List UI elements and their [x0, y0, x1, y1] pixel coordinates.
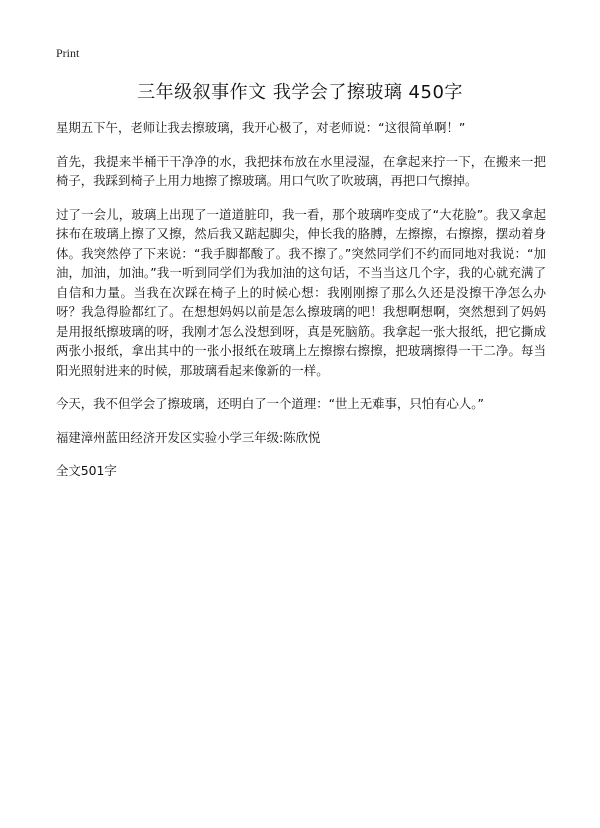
paragraph-3: 过了一会儿，玻璃上出现了一道道脏印，我一看，那个玻璃咋变成了“大花脸”。我又拿起抹布在玻璃上擦了又擦，然后我又踮起脚尖，伸长我的胳膊，左擦擦，右擦擦，摆动着身体。我突然停了下来说：“我手脚都酸了。我不擦了。”突然同学们不约而同地对我说：“加油，加油，加油。”我一听到同学们为我加油的这句话，不当当这几个字，我的心就充满了自信和力量。当我在次踩在椅子上的时候心想：我刚刚擦了那么久还是没擦干净怎么办呀？我急得脸都红了。在想想妈妈以前是怎么擦玻璃的吧！我想啊想啊，突然想到了妈妈是用报纸擦玻璃的呀，我刚才怎么没想到呀，真是死脑筋。我拿起一张大报纸，把它撕成两张小报纸，拿出其中的一张小报纸在玻璃上左擦擦右擦擦，把玻璃擦得一干二净。每当阳光照射进来的时候，那玻璃看起来像新的一样。: [56, 206, 546, 378]
paragraph-4: 今天，我不但学会了擦玻璃，还明白了一个道理：“世上无难事，只怕有心人。”: [56, 396, 484, 411]
paragraph-1: 星期五下午，老师让我去擦玻璃，我开心极了，对老师说：“这很简单啊！”: [56, 120, 466, 135]
print-link[interactable]: Print: [56, 46, 80, 60]
article-title: 三年级叙事作文 我学会了擦玻璃 450字: [137, 82, 463, 103]
article-body: [56, 118, 546, 495]
word-count: 全文501字: [56, 463, 117, 478]
author-line: 福建漳州蓝田经济开发区实验小学三年级:陈欣悦: [56, 429, 321, 445]
paragraph-2: 首先，我提来半桶干干净净的水，我把抹布放在水里浸湿，在拿起来拧一下，在搬来一把椅子，我踩到椅子上用力地擦了擦玻璃。用口气吹了吹玻璃，再把口气擦掉。: [56, 153, 546, 188]
